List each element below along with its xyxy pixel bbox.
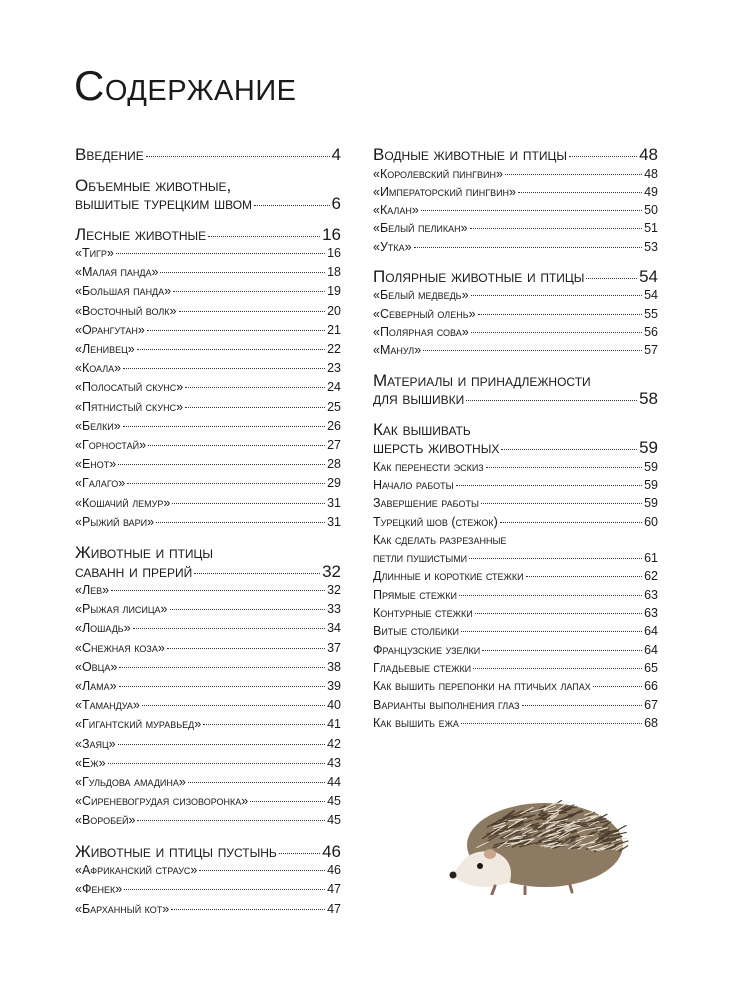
dot-leader — [127, 483, 325, 484]
toc-section — [373, 268, 658, 360]
entry-label: «Кошачий лемур» — [75, 495, 171, 510]
page-number: 47 — [327, 882, 341, 897]
toc-section-heading[interactable] — [75, 843, 341, 862]
page-number: 31 — [327, 514, 341, 529]
toc-section — [75, 146, 341, 165]
toc-section — [75, 544, 341, 831]
entry-label: «Галаго» — [75, 476, 126, 491]
entry-label: Завершение работы — [373, 496, 479, 511]
dot-leader — [500, 522, 642, 523]
entry-label: Как вышить ежа — [373, 715, 459, 730]
page-number: 24 — [327, 380, 341, 395]
dot-leader — [518, 192, 642, 193]
toc-entry[interactable] — [373, 659, 658, 677]
dot-leader — [188, 782, 325, 783]
page-number: 42 — [327, 736, 341, 751]
entry-label: «Калан» — [373, 203, 419, 218]
toc-entry[interactable] — [75, 244, 341, 263]
page-number: 63 — [644, 606, 658, 621]
page-number: 53 — [644, 239, 658, 254]
entry-label: Как перенести эскиз — [373, 459, 484, 474]
page-number: 25 — [327, 399, 341, 414]
entry-label: Как вышить перепонки на птичьих лапах — [373, 679, 591, 694]
entry-label: «Лама» — [75, 679, 117, 694]
entry-label: Витые столбики — [373, 624, 459, 639]
page-number: 49 — [644, 184, 658, 199]
dot-leader — [179, 311, 326, 312]
entry-label: петли пушистыми — [373, 551, 468, 566]
dot-leader — [486, 467, 642, 468]
toc-entry[interactable] — [75, 417, 341, 436]
page-number: 45 — [327, 794, 341, 809]
page-number: 21 — [327, 322, 341, 337]
page-number: 31 — [327, 495, 341, 510]
hedgehog-illustration — [440, 790, 630, 895]
toc-entry[interactable] — [373, 238, 658, 256]
toc-section-heading[interactable] — [75, 226, 341, 245]
dot-leader — [173, 291, 325, 292]
entry-label: Варианты выполнения глаз — [373, 697, 520, 712]
heading-label: Введение — [75, 145, 144, 164]
page-number: 48 — [644, 166, 658, 181]
dot-leader — [118, 464, 325, 465]
toc-section-heading[interactable] — [373, 268, 658, 287]
dot-leader — [119, 686, 325, 687]
toc-right-column — [373, 146, 658, 732]
entry-label: «Ленивец» — [75, 342, 135, 357]
toc-entry[interactable] — [75, 263, 341, 282]
toc-entry[interactable] — [75, 900, 341, 919]
entry-label: Как сделать разрезанные — [373, 532, 507, 547]
toc-section-heading[interactable] — [373, 146, 658, 165]
dot-leader — [116, 253, 325, 254]
dot-leader — [423, 350, 642, 351]
toc-entry[interactable] — [75, 880, 341, 899]
page-number: 16 — [322, 224, 341, 244]
heading-label: Лесные животные — [75, 224, 207, 244]
toc-entry[interactable] — [373, 513, 658, 531]
toc-entry[interactable] — [75, 359, 341, 378]
page-number: 44 — [327, 775, 341, 790]
entry-label: «Заяц» — [75, 736, 116, 751]
dot-leader — [172, 503, 325, 504]
entry-label: «Манул» — [373, 343, 422, 358]
entry-label: «Королевский пингвин» — [373, 166, 503, 181]
toc-entry[interactable] — [75, 455, 341, 474]
toc-section — [373, 421, 658, 732]
page-title: Содержание — [74, 62, 297, 109]
dot-leader — [123, 426, 325, 427]
page-number: 43 — [327, 755, 341, 770]
entry-label: «Гульдова амадина» — [75, 775, 186, 790]
toc-entry[interactable] — [373, 531, 658, 568]
toc-left-column — [75, 146, 341, 919]
entry-label: «Снежная коза» — [75, 640, 165, 655]
toc-entry[interactable] — [75, 658, 341, 677]
page-number: 54 — [644, 288, 658, 303]
entry-label: «Африканский страус» — [75, 863, 198, 878]
heading-label: Животные и птицы — [75, 543, 214, 563]
heading-label: Материалы и принадлежности — [373, 370, 591, 390]
dot-leader — [250, 801, 325, 802]
entry-label: «Императорский пингвин» — [373, 184, 516, 199]
dot-leader — [203, 724, 325, 725]
entry-label: Французские узелки — [373, 642, 481, 657]
dot-leader — [111, 590, 325, 591]
toc-entry[interactable] — [75, 436, 341, 455]
dot-leader — [526, 576, 643, 577]
heading-label: шерсть животных — [373, 438, 500, 458]
entry-label: «Северный олень» — [373, 306, 476, 321]
heading-label: Животные и птицы пустынь — [75, 841, 277, 861]
page-number: 63 — [644, 587, 658, 602]
page-number: 61 — [644, 551, 658, 566]
dot-leader — [119, 667, 325, 668]
page-number: 6 — [331, 194, 341, 213]
dot-leader — [569, 156, 637, 157]
dot-leader — [108, 763, 326, 764]
dot-leader — [461, 723, 642, 724]
heading-label: Как вышивать — [373, 419, 471, 439]
entry-label: «Тигр» — [75, 246, 114, 260]
toc-entry[interactable] — [373, 641, 658, 659]
page-number: 29 — [327, 476, 341, 491]
dot-leader — [473, 668, 642, 669]
page-number: 32 — [327, 583, 341, 598]
toc-entry[interactable] — [373, 183, 658, 201]
page-number: 64 — [644, 624, 658, 639]
toc-entry[interactable] — [373, 286, 658, 304]
page-number: 18 — [327, 265, 341, 280]
toc-section-heading[interactable] — [75, 146, 341, 165]
page-number: 40 — [327, 698, 341, 713]
toc-entry[interactable] — [75, 494, 341, 513]
entry-label: Прямые стежки — [373, 587, 457, 602]
dot-leader — [466, 400, 637, 401]
entry-label: «Белый пеликан» — [373, 221, 468, 236]
entry-label: «Рыжий вари» — [75, 514, 155, 529]
toc-entry[interactable] — [373, 677, 658, 695]
page-number: 48 — [639, 145, 658, 164]
page-number: 19 — [327, 284, 341, 299]
toc-entry[interactable] — [75, 792, 341, 811]
dot-leader — [522, 705, 643, 706]
toc-section — [75, 177, 341, 214]
page-number: 32 — [322, 561, 341, 581]
heading-label: вышитые турецким швом — [75, 194, 253, 213]
page-number: 59 — [639, 438, 658, 458]
entry-label: «Сиреневогрудая сизоворонка» — [75, 794, 249, 809]
dot-leader — [279, 853, 320, 854]
toc-section-heading[interactable] — [75, 544, 341, 581]
toc-entry[interactable] — [75, 639, 341, 658]
dot-leader — [167, 648, 325, 649]
page-number: 64 — [644, 642, 658, 657]
heading-label: саванн и прерий — [75, 561, 193, 581]
entry-label: «Барханный кот» — [75, 901, 170, 916]
page-number: 20 — [327, 303, 341, 318]
page-number: 56 — [644, 325, 658, 340]
heading-label: Водные животные и птицы — [373, 145, 567, 164]
toc-entry[interactable] — [75, 735, 341, 754]
entry-label: «Рыжая лисица» — [75, 602, 168, 617]
dot-leader — [185, 407, 325, 408]
toc-entry[interactable] — [75, 715, 341, 734]
page-number: 68 — [644, 715, 658, 730]
toc-entry[interactable] — [373, 323, 658, 341]
dot-leader — [137, 820, 325, 821]
dot-leader — [208, 236, 320, 237]
dot-leader — [470, 228, 643, 229]
entry-label: «Горностай» — [75, 438, 147, 453]
entry-label: Длинные и короткие стежки — [373, 569, 524, 584]
entry-label: Гладьевые стежки — [373, 660, 472, 675]
toc-entry[interactable] — [373, 219, 658, 237]
dot-leader — [501, 449, 637, 450]
entry-label: «Полосатый скунс» — [75, 380, 184, 395]
entry-label: «Еж» — [75, 755, 106, 770]
page-number: 37 — [327, 640, 341, 655]
dot-leader — [156, 522, 325, 523]
page-number: 50 — [644, 203, 658, 218]
entry-label: «Енот» — [75, 457, 117, 472]
toc-entry[interactable] — [373, 586, 658, 604]
toc-entry[interactable] — [373, 201, 658, 219]
page-number: 28 — [327, 457, 341, 472]
page-number: 59 — [644, 459, 658, 474]
toc-entry[interactable] — [75, 321, 341, 340]
entry-label: «Утка» — [373, 239, 412, 254]
toc-section-heading[interactable] — [373, 372, 658, 409]
entry-label: «Гигантский муравьед» — [75, 717, 202, 732]
heading-label: для вышивки — [373, 389, 465, 409]
page-number: 34 — [327, 621, 341, 636]
page-number: 46 — [322, 841, 341, 861]
page-number: 57 — [644, 343, 658, 358]
toc-entry[interactable] — [373, 305, 658, 323]
heading-label: Полярные животные и птицы — [373, 266, 585, 286]
dot-leader — [593, 686, 642, 687]
toc-entry[interactable] — [75, 302, 341, 321]
dot-leader — [456, 485, 643, 486]
page-number: 16 — [327, 246, 341, 260]
dot-leader — [461, 631, 642, 632]
dot-leader — [171, 909, 325, 910]
toc-entry[interactable] — [373, 476, 658, 494]
dot-leader — [254, 205, 329, 206]
page-number: 58 — [639, 389, 658, 409]
heading-label: Объемные животные, — [75, 175, 232, 195]
page-number: 27 — [327, 438, 341, 453]
entry-label: «Воробей» — [75, 813, 136, 828]
page-number: 51 — [644, 221, 658, 236]
toc-entry[interactable] — [75, 619, 341, 638]
dot-leader — [160, 272, 325, 273]
entry-label: «Полярная сова» — [373, 325, 469, 340]
toc-entry[interactable] — [75, 696, 341, 715]
toc-entry[interactable] — [373, 714, 658, 732]
dot-leader — [421, 210, 642, 211]
page-number: 38 — [327, 659, 341, 674]
toc-entry[interactable] — [75, 378, 341, 397]
entry-label: «Белый медведь» — [373, 288, 469, 303]
entry-label: «Большая панда» — [75, 284, 172, 299]
dot-leader — [170, 609, 326, 610]
page-number: 41 — [327, 717, 341, 732]
toc-entry[interactable] — [75, 474, 341, 493]
page-number: 45 — [327, 813, 341, 828]
toc-entry[interactable] — [75, 861, 341, 880]
page-number: 23 — [327, 361, 341, 376]
toc-entry[interactable] — [75, 340, 341, 359]
entry-label: «Пятнистый скунс» — [75, 399, 184, 414]
entry-label: «Тамандуа» — [75, 698, 140, 713]
toc-entry[interactable] — [75, 811, 341, 830]
dot-leader — [414, 247, 643, 248]
dot-leader — [471, 295, 643, 296]
dot-leader — [478, 314, 643, 315]
entry-label: «Лев» — [75, 583, 110, 598]
entry-label: «Коала» — [75, 361, 122, 376]
page-number: 33 — [327, 602, 341, 617]
toc-entry[interactable] — [75, 754, 341, 773]
page-number: 46 — [327, 863, 341, 878]
entry-label: «Малая панда» — [75, 265, 159, 280]
entry-label: «Восточный волк» — [75, 303, 177, 318]
page-number: 67 — [644, 697, 658, 712]
dot-leader — [148, 445, 325, 446]
entry-label: «Овца» — [75, 659, 118, 674]
dot-leader — [475, 613, 642, 614]
dot-leader — [199, 870, 325, 871]
entry-label: Турецкий шов (стежок) — [373, 514, 498, 529]
dot-leader — [505, 174, 642, 175]
toc-entry[interactable] — [75, 581, 341, 600]
dot-leader — [482, 650, 642, 651]
dot-leader — [481, 503, 642, 504]
dot-leader — [185, 387, 325, 388]
toc-section — [373, 372, 658, 409]
entry-label: «Фенек» — [75, 882, 123, 897]
toc-entry[interactable] — [75, 398, 341, 417]
page-number: 4 — [331, 145, 341, 164]
page-number: 62 — [644, 569, 658, 584]
page-number: 47 — [327, 901, 341, 916]
dot-leader — [142, 705, 325, 706]
toc-entry[interactable] — [373, 494, 658, 512]
dot-leader — [146, 156, 330, 157]
page-number: 26 — [327, 418, 341, 433]
entry-label: «Белки» — [75, 418, 121, 433]
toc-entry[interactable] — [373, 458, 658, 476]
toc-entry[interactable] — [373, 165, 658, 183]
toc-entry[interactable] — [75, 773, 341, 792]
toc-entry[interactable] — [373, 567, 658, 585]
page-number: 59 — [644, 477, 658, 492]
toc-entry[interactable] — [373, 341, 658, 359]
dot-leader — [124, 889, 325, 890]
page-number: 59 — [644, 496, 658, 511]
toc-section — [75, 843, 341, 919]
dot-leader — [471, 332, 642, 333]
dot-leader — [133, 628, 325, 629]
entry-label: Начало работы — [373, 477, 454, 492]
dot-leader — [459, 595, 642, 596]
entry-label: «Орангутан» — [75, 322, 145, 337]
entry-label: Контурные стежки — [373, 606, 473, 621]
toc-section-heading[interactable] — [75, 177, 341, 214]
dot-leader — [137, 349, 325, 350]
toc-entry[interactable] — [75, 513, 341, 532]
page-number: 60 — [644, 514, 658, 529]
dot-leader — [118, 744, 325, 745]
toc-section — [75, 226, 341, 533]
toc-section-heading[interactable] — [373, 421, 658, 458]
dot-leader — [123, 368, 325, 369]
toc-entry[interactable] — [75, 677, 341, 696]
dot-leader — [586, 278, 637, 279]
page-number: 55 — [644, 306, 658, 321]
toc-entry[interactable] — [373, 696, 658, 714]
toc-entry[interactable] — [75, 282, 341, 301]
page-number: 39 — [327, 679, 341, 694]
toc-entry[interactable] — [373, 622, 658, 640]
toc-section — [373, 146, 658, 256]
entry-label: «Лошадь» — [75, 621, 131, 636]
toc-entry[interactable] — [75, 600, 341, 619]
dot-leader — [469, 558, 642, 559]
page-number: 54 — [639, 266, 658, 286]
dot-leader — [147, 330, 325, 331]
page-number: 22 — [327, 342, 341, 357]
toc-entry[interactable] — [373, 604, 658, 622]
page-number: 66 — [644, 679, 658, 694]
dot-leader — [194, 573, 320, 574]
page-number: 65 — [644, 660, 658, 675]
